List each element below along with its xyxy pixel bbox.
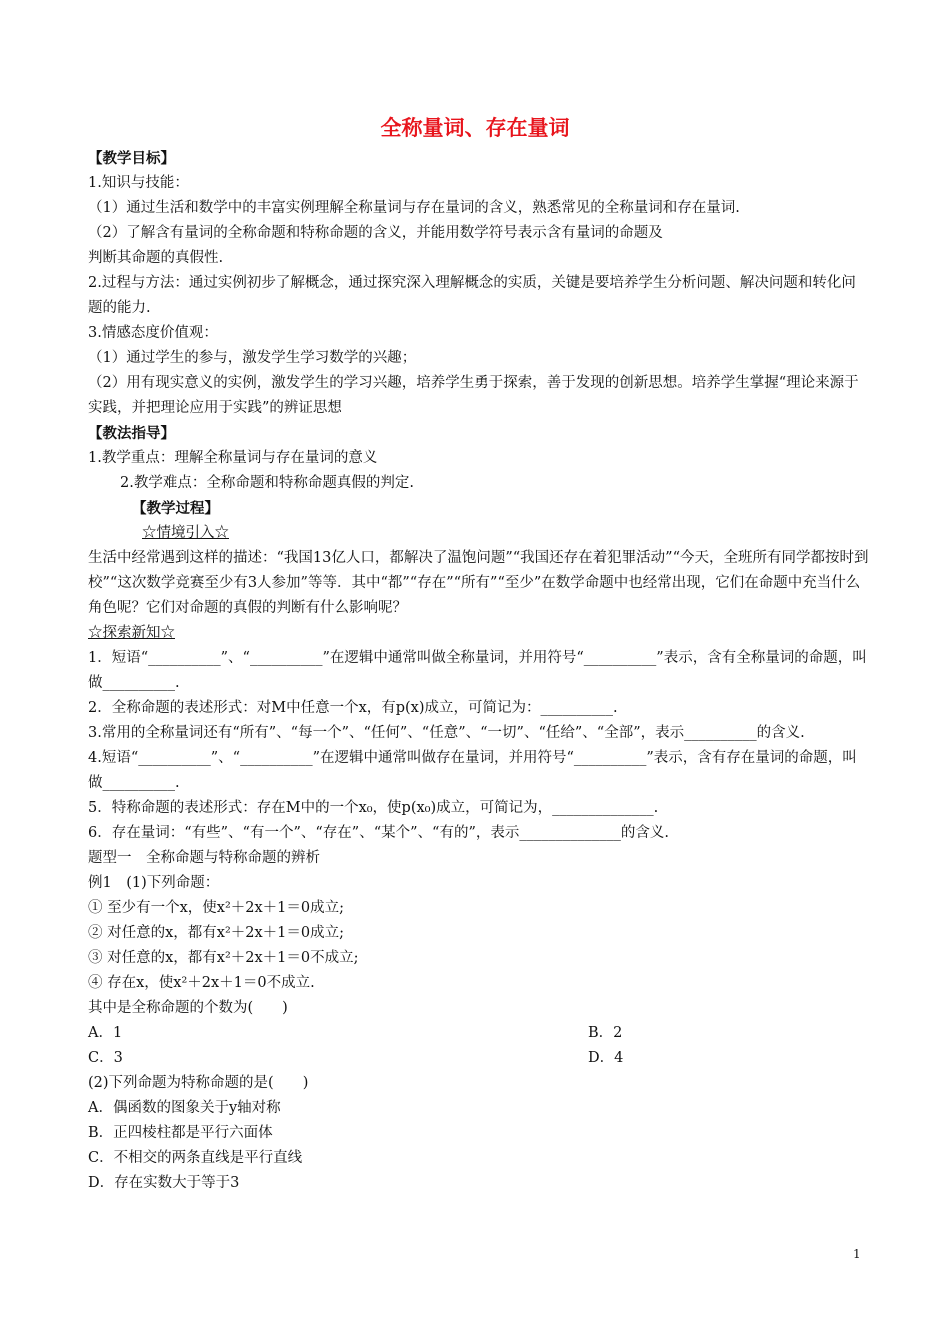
fill-in-item: 6．存在量词：“有些”、“有一个”、“存在”、“某个”、“有的”，表示______________的含义. [88, 825, 669, 841]
question-type-heading: 题型一 全称命题与特称命题的辨析 [88, 850, 320, 866]
paragraph: 3.情感态度价值观： [88, 325, 218, 341]
document-body [88, 146, 870, 1196]
fill-in-item: 3.常用的全称量词还有“所有”、“每一个”、“任何”、“任意”、“一切”、“任给”、“全部”，表示__________的含义. [88, 725, 805, 741]
page-number: 1 [853, 1247, 861, 1261]
section-heading-goals: 【教学目标】 [88, 150, 175, 167]
fill-in-item: 1．短语“__________”、“__________”在逻辑中通常叫做全称量词，并用符号“__________”表示，含有全称量词的命题，叫做__________. [88, 650, 867, 691]
option-a: A．1 [88, 1025, 123, 1041]
options-row [88, 1046, 870, 1071]
paragraph: （2）了解含有量词的全称命题和特称命题的含义，并能用数学符号表示含有量词的命题及 [88, 225, 663, 241]
options-row [88, 1021, 870, 1046]
paragraph: 生活中经常遇到这样的描述：“我国13亿人口，都解决了温饱问题”“我国还存在着犯罪活动”“今天，全班所有同学都按时到校”“这次数学竞赛至少有3人参加”等等．其中“都”“存在”“所有”“至少”在数学命题中也经常出现，它们在命题中充当什么角色呢？它们对命题的真假的判断有什么影响呢？ [88, 550, 869, 616]
paragraph: 2.教学难点：全称命题和特称命题真假的判定. [120, 475, 414, 491]
proposition: ① 至少有一个x，使x²＋2x＋1＝0成立; [88, 900, 345, 916]
option: D．存在实数大于等于3 [88, 1175, 240, 1191]
option: A．偶函数的图象关于y轴对称 [88, 1100, 281, 1116]
proposition: ③ 对任意的x，都有x²＋2x＋1＝0不成立; [88, 950, 359, 966]
paragraph: 1.教学重点：理解全称量词与存在量词的意义 [88, 450, 378, 466]
question: (2)下列命题为特称命题的是( ) [88, 1075, 309, 1091]
subheading-explore: ☆探索新知☆ [88, 625, 175, 641]
option-c: C．3 [88, 1050, 123, 1066]
paragraph: （1）通过学生的参与，激发学生学习数学的兴趣； [88, 350, 417, 366]
paragraph: （1）通过生活和数学中的丰富实例理解全称量词与存在量词的含义，熟悉常见的全称量词和存在量词. [88, 200, 740, 216]
section-heading-method: 【教法指导】 [88, 425, 175, 442]
option-b: B．2 [588, 1025, 623, 1041]
paragraph: 1.知识与技能： [88, 175, 189, 191]
question: 其中是全称命题的个数为( ) [88, 1000, 288, 1016]
example-heading: 例1 (1)下列命题： [88, 875, 220, 891]
option-d: D．4 [588, 1050, 624, 1066]
page-title: 全称量词、存在量词 [380, 116, 570, 140]
paragraph: （2）用有现实意义的实例，激发学生的学习兴趣，培养学生勇于探索，善于发现的创新思想。培养学生掌握“理论来源于实践，并把理论应用于实践”的辨证思想 [88, 375, 859, 416]
fill-in-item: 4.短语“__________”、“__________”在逻辑中通常叫做存在量词，并用符号“__________”表示，含有存在量词的命题，叫做__________. [88, 750, 857, 791]
option: C．不相交的两条直线是平行直线 [88, 1150, 303, 1166]
fill-in-item: 5．特称命题的表述形式：存在M中的一个x₀，使p(x₀)成立，可简记为，______________. [88, 800, 659, 816]
subheading-intro: ☆情境引入☆ [142, 525, 229, 541]
proposition: ② 对任意的x，都有x²＋2x＋1＝0成立; [88, 925, 345, 941]
fill-in-item: 2．全称命题的表述形式：对M中任意一个x，有p(x)成立，可简记为：__________. [88, 700, 618, 716]
paragraph: 2.过程与方法：通过实例初步了解概念，通过探究深入理解概念的实质，关键是要培养学生分析问题、解决问题和转化问题的能力. [88, 275, 856, 316]
proposition: ④ 存在x，使x²＋2x＋1＝0不成立. [88, 975, 315, 991]
option: B．正四棱柱都是平行六面体 [88, 1125, 273, 1141]
paragraph: 判断其命题的真假性. [88, 250, 224, 266]
section-heading-process: 【教学过程】 [132, 500, 219, 517]
